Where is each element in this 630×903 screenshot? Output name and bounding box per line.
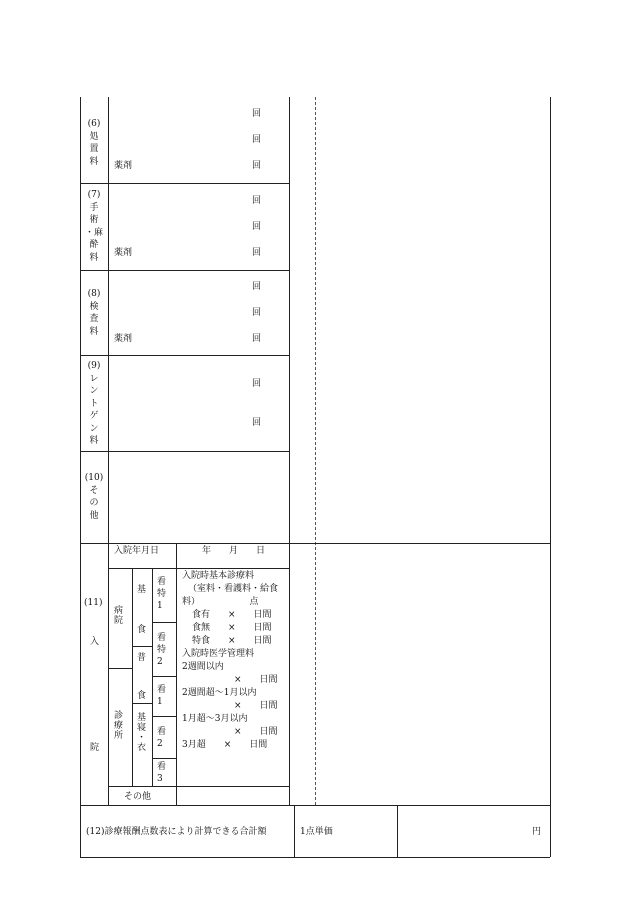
- section-11-label-top: 入: [90, 637, 100, 647]
- sep-10-11: [80, 543, 550, 544]
- count-unit: 回: [252, 222, 262, 232]
- section-11-label-bottom: 院: [90, 743, 100, 753]
- count-unit: 回: [252, 161, 262, 171]
- fee-line: 入院時基本診療料: [182, 571, 255, 581]
- drug-label: 薬剤: [114, 334, 133, 344]
- fee-line: 料） 点: [182, 597, 259, 607]
- grade-label: 看2: [157, 727, 167, 749]
- sep-11-12: [80, 805, 550, 806]
- count-unit: 回: [252, 196, 262, 206]
- kihon-label-b: 食: [137, 625, 147, 635]
- kihon-label-a: 基: [137, 585, 147, 595]
- frame-bottom: [80, 857, 550, 858]
- other-label: その他: [124, 792, 152, 802]
- footer-sep-1: [294, 805, 295, 857]
- fee-line: （室料・看護料・給食: [188, 584, 279, 594]
- section-10-label: (10) そ の 他: [84, 473, 104, 521]
- sep-6-7: [80, 183, 289, 184]
- hospital-label: 病院: [112, 605, 122, 625]
- admission-date-label: 入院年月日: [114, 546, 160, 556]
- adm-label-line: [108, 543, 109, 805]
- count-unit: 回: [252, 282, 262, 292]
- fee-line: × 日間: [234, 675, 278, 685]
- section-8-label: (8) 検 査 料: [87, 289, 101, 337]
- section-9-label: (9) レ ン ト ゲ ン 料: [87, 361, 101, 446]
- count-unit: 回: [252, 135, 262, 145]
- grade-label: 看1: [157, 685, 167, 707]
- adm-type-line: [132, 568, 133, 786]
- adm-grade-sep-4: [152, 758, 176, 759]
- admission-date-value: 年 月 日: [202, 546, 266, 556]
- adm-fee-line: [176, 543, 177, 805]
- adm-grade-sep-3: [152, 716, 176, 717]
- sep-7-8: [80, 270, 289, 271]
- adm-shoku-sep: [132, 703, 152, 704]
- drug-label: 薬剤: [114, 248, 133, 258]
- adm-grade-sep-1: [152, 622, 176, 623]
- count-unit: 回: [252, 109, 262, 119]
- count-unit: 回: [252, 418, 262, 428]
- shoku-label: 食: [137, 691, 147, 701]
- fee-line: 食無 × 日間: [192, 623, 272, 633]
- total-amount-label: (12)診療報酬点数表により計算できる合計額: [86, 827, 267, 837]
- fee-line: × 日間: [234, 701, 278, 711]
- fee-line: 3月超 × 日間: [182, 740, 268, 750]
- adm-grade-sep-2: [152, 676, 176, 677]
- footer-left-line: [80, 805, 81, 857]
- label-column-line: [108, 97, 109, 543]
- fee-line: 入院時医学管理料: [182, 649, 255, 659]
- fee-line: × 日間: [234, 727, 278, 737]
- adm-other-top: [108, 786, 289, 787]
- clinic-label: 診療所: [112, 710, 122, 740]
- fee-line: 1月超～3月以内: [182, 714, 248, 724]
- section-11-number: (11): [84, 598, 103, 608]
- adm-hospital-clinic-sep: [108, 668, 132, 669]
- fee-line: 2週間超～1月以内: [182, 688, 257, 698]
- sep-9-10: [80, 451, 289, 452]
- adm-grade-line: [152, 568, 153, 786]
- frame-inner-line: [289, 97, 290, 805]
- yen-label: 円: [532, 827, 542, 837]
- drug-label: 薬剤: [114, 161, 133, 171]
- grade-label: 看特2: [157, 633, 167, 667]
- adm-kihon-sep: [132, 646, 152, 647]
- frame-right-line: [550, 97, 551, 857]
- grade-label: 看特1: [157, 577, 167, 611]
- dashed-divider: [315, 97, 316, 805]
- sep-8-9: [80, 355, 289, 356]
- fee-line: 特食 × 日間: [192, 636, 272, 646]
- section-6-label: (6) 処 置 料: [87, 119, 101, 167]
- count-unit: 回: [252, 248, 262, 258]
- count-unit: 回: [252, 308, 262, 318]
- unit-price-label: 1点単価: [300, 827, 333, 837]
- fee-line: 食有 × 日間: [192, 610, 272, 620]
- footer-sep-2: [397, 805, 398, 857]
- kishin-label: 基寝・衣: [135, 712, 145, 752]
- fee-line: 2週間以内: [182, 662, 224, 672]
- futsu-label: 普: [137, 653, 147, 663]
- count-unit: 回: [252, 334, 262, 344]
- grade-label: 看3: [157, 762, 167, 784]
- section-7-label: (7) 手 術 ・麻 酔 料: [84, 190, 103, 263]
- count-unit: 回: [252, 379, 262, 389]
- adm-date-bottom: [108, 568, 289, 569]
